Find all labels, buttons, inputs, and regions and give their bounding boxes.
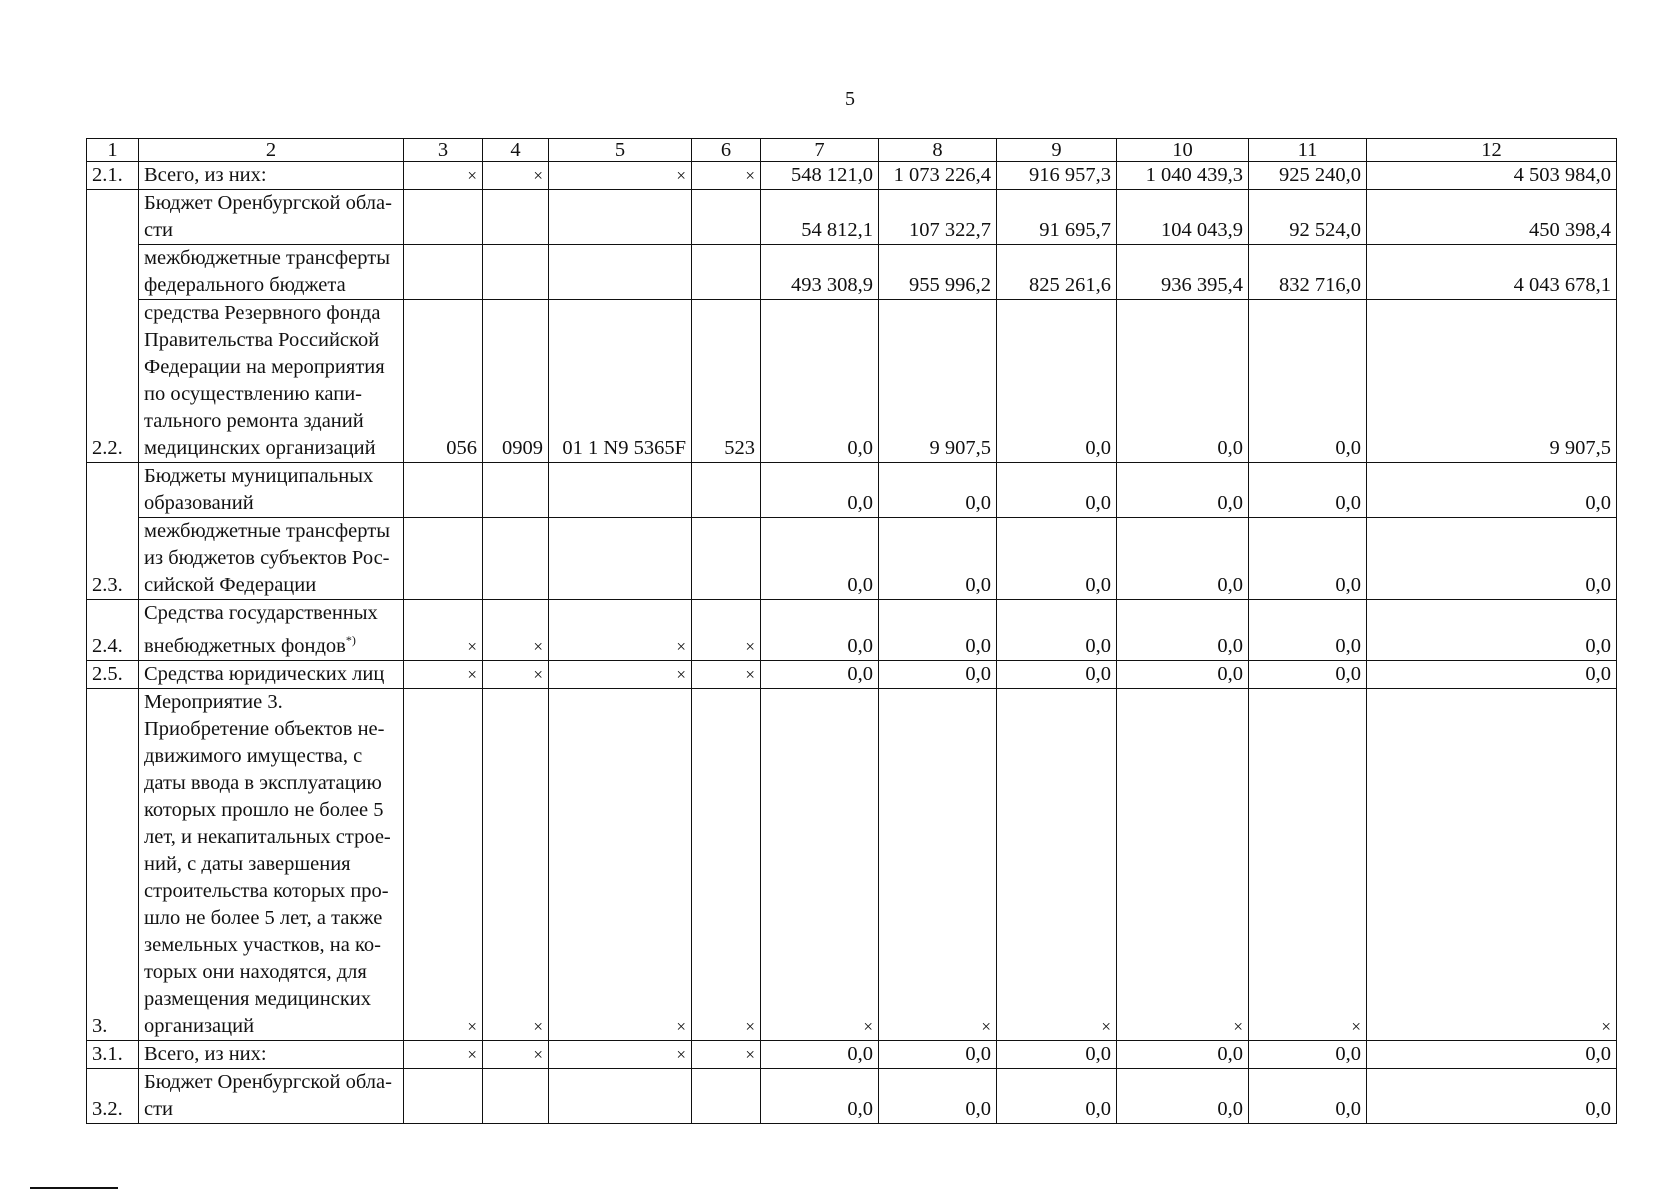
value-cell: 548 121,0: [761, 162, 879, 190]
table-row: [87, 162, 1617, 190]
column-header: 3: [404, 139, 483, 162]
code-cell: 523: [692, 300, 761, 463]
row-index: 3.2.: [87, 1068, 139, 1123]
value-cell: 832 716,0: [1249, 245, 1367, 300]
row-index: 2.4.: [87, 600, 139, 661]
table-row: [87, 300, 1617, 463]
value-cell: 0,0: [879, 463, 997, 518]
value-cell: 0,0: [879, 518, 997, 600]
column-header: 4: [483, 139, 549, 162]
cross-mark: ×: [404, 660, 483, 688]
cross-mark: ×: [549, 600, 692, 661]
row-description: [139, 688, 404, 1040]
column-header: 12: [1367, 139, 1617, 162]
value-cell: 0,0: [761, 518, 879, 600]
cross-mark: ×: [692, 660, 761, 688]
value-cell: 0,0: [997, 1068, 1117, 1123]
value-cell: 916 957,3: [997, 162, 1117, 190]
value-cell: 0,0: [997, 518, 1117, 600]
value-cell: 450 398,4: [1367, 190, 1617, 245]
cross-mark: ×: [692, 1040, 761, 1068]
value-cell: 0,0: [1117, 600, 1249, 661]
row-description: Средства юридических лиц: [139, 660, 404, 688]
value-cell: 104 043,9: [1117, 190, 1249, 245]
cross-mark: ×: [404, 1040, 483, 1068]
value-cell: 4 043 678,1: [1367, 245, 1617, 300]
row-description: Бюджет Оренбургской обла-сти: [139, 190, 404, 245]
table-row: [87, 1068, 1617, 1123]
value-cell: 4 503 984,0: [1367, 162, 1617, 190]
value-cell: 0,0: [1249, 518, 1367, 600]
column-number-row: [87, 139, 1617, 162]
value-cell: 54 812,1: [761, 190, 879, 245]
value-cell: 9 907,5: [1367, 300, 1617, 463]
cross-mark: ×: [483, 1040, 549, 1068]
cross-mark: ×: [549, 660, 692, 688]
cross-mark: ×: [1367, 688, 1617, 1040]
column-header: 6: [692, 139, 761, 162]
cross-mark: ×: [404, 688, 483, 1040]
value-cell: 0,0: [761, 1068, 879, 1123]
table-row: [87, 600, 1617, 661]
row-index: 2.5.: [87, 660, 139, 688]
value-cell: 0,0: [1367, 660, 1617, 688]
footnote-separator: [30, 1187, 118, 1189]
value-cell: 0,0: [1367, 600, 1617, 661]
cross-mark: ×: [692, 162, 761, 190]
value-cell: 0,0: [1367, 463, 1617, 518]
cross-mark: ×: [483, 660, 549, 688]
value-cell: 0,0: [761, 660, 879, 688]
page-number: 5: [845, 88, 855, 110]
cross-mark: ×: [1117, 688, 1249, 1040]
cross-mark: ×: [549, 1040, 692, 1068]
row-index: 2.3.: [87, 463, 139, 600]
cross-mark: ×: [549, 688, 692, 1040]
value-cell: 0,0: [1249, 300, 1367, 463]
value-cell: 0,0: [1367, 518, 1617, 600]
column-header: 8: [879, 139, 997, 162]
cross-mark: ×: [692, 688, 761, 1040]
column-header: 5: [549, 139, 692, 162]
value-cell: 0,0: [1249, 1068, 1367, 1123]
cross-mark: ×: [404, 162, 483, 190]
table-row: [87, 190, 1617, 245]
value-cell: 0,0: [761, 1040, 879, 1068]
value-cell: 0,0: [1117, 300, 1249, 463]
footnote-marker: *): [345, 633, 356, 647]
value-cell: 955 996,2: [879, 245, 997, 300]
row-index: 2.1.: [87, 162, 139, 190]
value-cell: 0,0: [997, 660, 1117, 688]
value-cell: 0,0: [879, 1040, 997, 1068]
row-description: Бюджет Оренбургской обла-сти: [139, 1068, 404, 1123]
measure-title: Мероприятие 3.: [144, 690, 283, 713]
column-header: 9: [997, 139, 1117, 162]
value-cell: 936 395,4: [1117, 245, 1249, 300]
row-description: средства Резервного фонда Правительства Российской Федерации на мероприятия по осуществлению капи-тального ремонта зданий медицинских организаций: [139, 300, 404, 463]
value-cell: 1 073 226,4: [879, 162, 997, 190]
cross-mark: ×: [549, 162, 692, 190]
value-cell: 91 695,7: [997, 190, 1117, 245]
row-description: межбюджетные трансферты федерального бюджета: [139, 245, 404, 300]
code-cell: 0909: [483, 300, 549, 463]
value-cell: 825 261,6: [997, 245, 1117, 300]
column-header: 11: [1249, 139, 1367, 162]
cross-mark: ×: [1249, 688, 1367, 1040]
column-header: 10: [1117, 139, 1249, 162]
value-cell: 0,0: [761, 463, 879, 518]
value-cell: 925 240,0: [1249, 162, 1367, 190]
row-description: Бюджеты муниципальных образований: [139, 463, 404, 518]
cross-mark: ×: [761, 688, 879, 1040]
value-cell: 9 907,5: [879, 300, 997, 463]
cross-mark: ×: [997, 688, 1117, 1040]
value-cell: 0,0: [997, 600, 1117, 661]
table-row: [87, 688, 1617, 1040]
row-description: [139, 600, 404, 661]
value-cell: 107 322,7: [879, 190, 997, 245]
column-header: 2: [139, 139, 404, 162]
row-index: 3.1.: [87, 1040, 139, 1068]
measure-description: Приобретение объектов не-движимого имущества, с даты ввода в эксплуатацию которых прошло не более 5 лет, и некапитальных строе-ний, с даты завершения строительства которых про-шло не более 5 лет, а также земельных участков, на ко-торых они находятся, для размещения медицинских организаций: [144, 717, 391, 1037]
cross-mark: ×: [483, 162, 549, 190]
row-description: Всего, из них:: [139, 162, 404, 190]
value-cell: 0,0: [1367, 1068, 1617, 1123]
table-row: [87, 463, 1617, 518]
row-description: Всего, из них:: [139, 1040, 404, 1068]
value-cell: 0,0: [1117, 518, 1249, 600]
value-cell: 0,0: [879, 1068, 997, 1123]
value-cell: 0,0: [1249, 1040, 1367, 1068]
row-index: 2.2.: [87, 190, 139, 463]
cross-mark: ×: [483, 688, 549, 1040]
cross-mark: ×: [404, 600, 483, 661]
value-cell: 0,0: [761, 600, 879, 661]
table-row: [87, 518, 1617, 600]
value-cell: 92 524,0: [1249, 190, 1367, 245]
value-cell: 0,0: [1117, 1068, 1249, 1123]
code-cell: 01 1 N9 5365F: [549, 300, 692, 463]
cross-mark: ×: [692, 600, 761, 661]
row-description: межбюджетные трансферты из бюджетов субъектов Рос-сийской Федерации: [139, 518, 404, 600]
value-cell: 0,0: [1249, 660, 1367, 688]
value-cell: 0,0: [1117, 660, 1249, 688]
value-cell: 0,0: [1117, 463, 1249, 518]
row-description-text: Средства государственных внебюджетных фондов: [144, 602, 378, 657]
value-cell: 0,0: [1117, 1040, 1249, 1068]
column-header: 1: [87, 139, 139, 162]
table-row: [87, 660, 1617, 688]
row-index: 3.: [87, 688, 139, 1040]
value-cell: 0,0: [1249, 600, 1367, 661]
code-cell: 056: [404, 300, 483, 463]
value-cell: 0,0: [997, 463, 1117, 518]
value-cell: 493 308,9: [761, 245, 879, 300]
value-cell: 0,0: [879, 660, 997, 688]
value-cell: 1 040 439,3: [1117, 162, 1249, 190]
value-cell: 0,0: [761, 300, 879, 463]
column-header: 7: [761, 139, 879, 162]
value-cell: 0,0: [997, 300, 1117, 463]
table-row: [87, 1040, 1617, 1068]
cross-mark: ×: [879, 688, 997, 1040]
value-cell: 0,0: [997, 1040, 1117, 1068]
table-row: [87, 245, 1617, 300]
value-cell: 0,0: [1367, 1040, 1617, 1068]
value-cell: 0,0: [1249, 463, 1367, 518]
cross-mark: ×: [483, 600, 549, 661]
budget-table: [86, 138, 1617, 1124]
value-cell: 0,0: [879, 600, 997, 661]
